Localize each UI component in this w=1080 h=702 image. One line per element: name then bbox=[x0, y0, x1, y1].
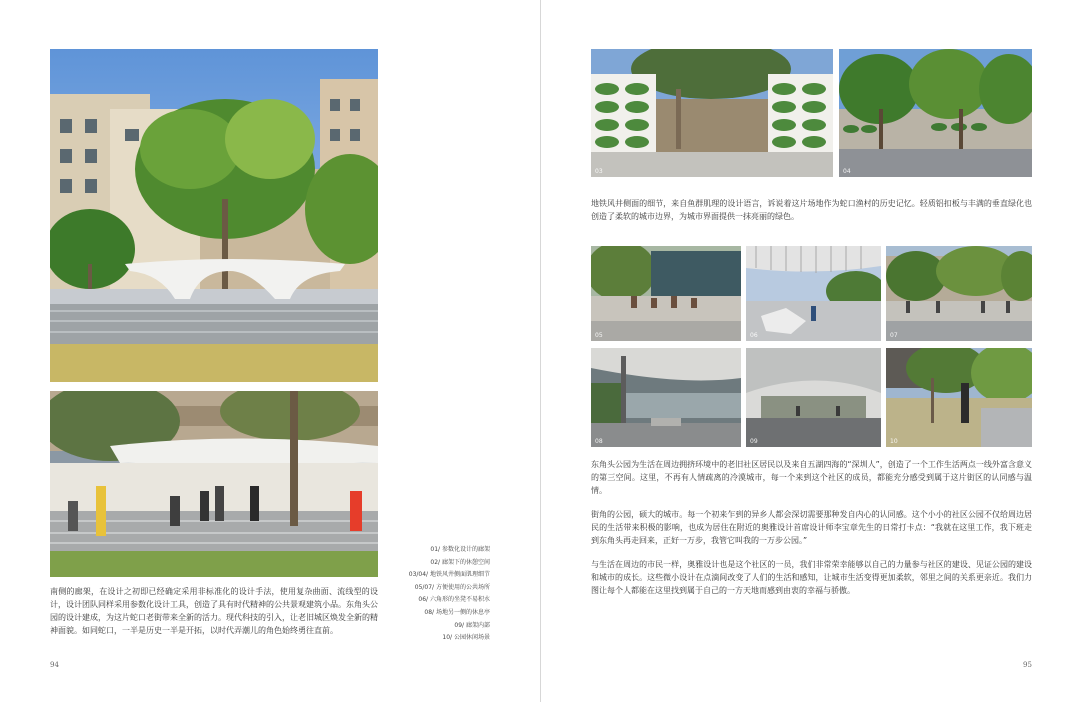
caption-09: 09/ 廊架内部 bbox=[454, 621, 490, 629]
photo-08-pavilion bbox=[591, 348, 741, 447]
photo-10-park-leisure bbox=[886, 348, 1032, 447]
photo-captions bbox=[388, 544, 490, 645]
caption-03-04: 03/04/ 地铁风井侧面肌理细节 bbox=[408, 571, 490, 579]
photo-number: 04 bbox=[843, 168, 851, 175]
photo-number: 10 bbox=[890, 438, 898, 445]
photo-number: 08 bbox=[595, 438, 603, 445]
photo-number: 06 bbox=[750, 332, 758, 339]
caption-10: 10/ 公园休闲场景 bbox=[442, 634, 490, 642]
caption-02: 02/ 廊架下的休憩空间 bbox=[430, 558, 490, 566]
photo-07-public-space bbox=[886, 246, 1032, 341]
photo-03-vent-facade bbox=[591, 49, 833, 177]
photo-number: 07 bbox=[890, 332, 898, 339]
photo-09-canopy-inside bbox=[746, 348, 881, 447]
caption-05-07: 05/07/ 方便使用的公共场所 bbox=[414, 583, 490, 591]
page-number-left: 94 bbox=[50, 661, 59, 669]
photo-number: 03 bbox=[595, 168, 603, 175]
right-para-3: 街角的公园，硕大的城市。每一个初来乍到的异乡人都会深切需要那种发自内心的认同感。这个小小的社区公园不仅给周边居民的生活带来积极的影响，也成为居住在附近的奥雅设计首席设计师李宝章先生的日常打卡点：“我就在这里工作，我下班走到东角头再走回来，正好一万步，我管它叫我的一万步公园。” bbox=[591, 510, 1032, 545]
page-number-right: 95 bbox=[1023, 661, 1032, 669]
right-para-2: 东角头公园为生活在周边拥挤环境中的老旧社区居民以及来自五湖四海的“深圳人”，创造了一个工作生活两点一线外富含意义的第三空间。这里，不再有人情疏离的冷漠城市，每一个来到这个社区的成员，都能充分感受到属于这片街区的认同感与温情。 bbox=[591, 460, 1032, 495]
right-para-4: 与生活在周边的市民一样，奥雅设计也是这个社区的一员，我们非常荣幸能够以自己的力量参与社区的建设、见证公园的建设和城市的成长。这些微小设计在点滴间改变了人们的生活和感知，让城市生活变得更加柔软，邻里之间的关系更亲近。我们力图让每个人都能在这里找到属于自己的一方天地而感到由衷的幸福与骄傲。 bbox=[591, 560, 1032, 595]
photo-02-canopy-seating bbox=[50, 391, 378, 577]
caption-01: 01/ 参数化设计的廊架 bbox=[430, 546, 490, 553]
photo-06-hexagon-bench bbox=[746, 246, 881, 341]
right-para-1: 地铁风井侧面的细节，来自鱼群肌理的设计语言，诉说着这片场地作为蛇口渔村的历史记忆。轻质铝扣板与丰满的垂直绿化也创造了柔软的城市边界，为城市界面提供一抹亮丽的绿色。 bbox=[591, 199, 1032, 221]
caption-06: 06/ 六角形的坐凳不易积水 bbox=[418, 596, 490, 604]
right-page bbox=[541, 0, 1080, 702]
photo-number: 09 bbox=[750, 438, 758, 445]
photo-05-public-space bbox=[591, 246, 741, 341]
photo-number: 05 bbox=[595, 332, 603, 339]
left-body-text: 南侧的廊架，在设计之初即已经确定采用非标准化的设计手法，使用复杂曲面、流线型的设计，设计团队同样采用参数化设计工具，创造了具有时代精神的公共景观建筑小品。东角头公园的设计建成，为这片蛇口老街带来全新的活力。现代科技的引入，让老旧城区焕发全新的精神面貌。如同蛇口，一半是历史一半是开拓，以时代弄潮儿的角色始终勇往直前。 bbox=[50, 587, 378, 635]
caption-08: 08/ 场地另一侧的休息亭 bbox=[424, 608, 490, 616]
photo-01-canopy bbox=[50, 49, 378, 382]
photo-04-vent-street bbox=[839, 49, 1032, 177]
